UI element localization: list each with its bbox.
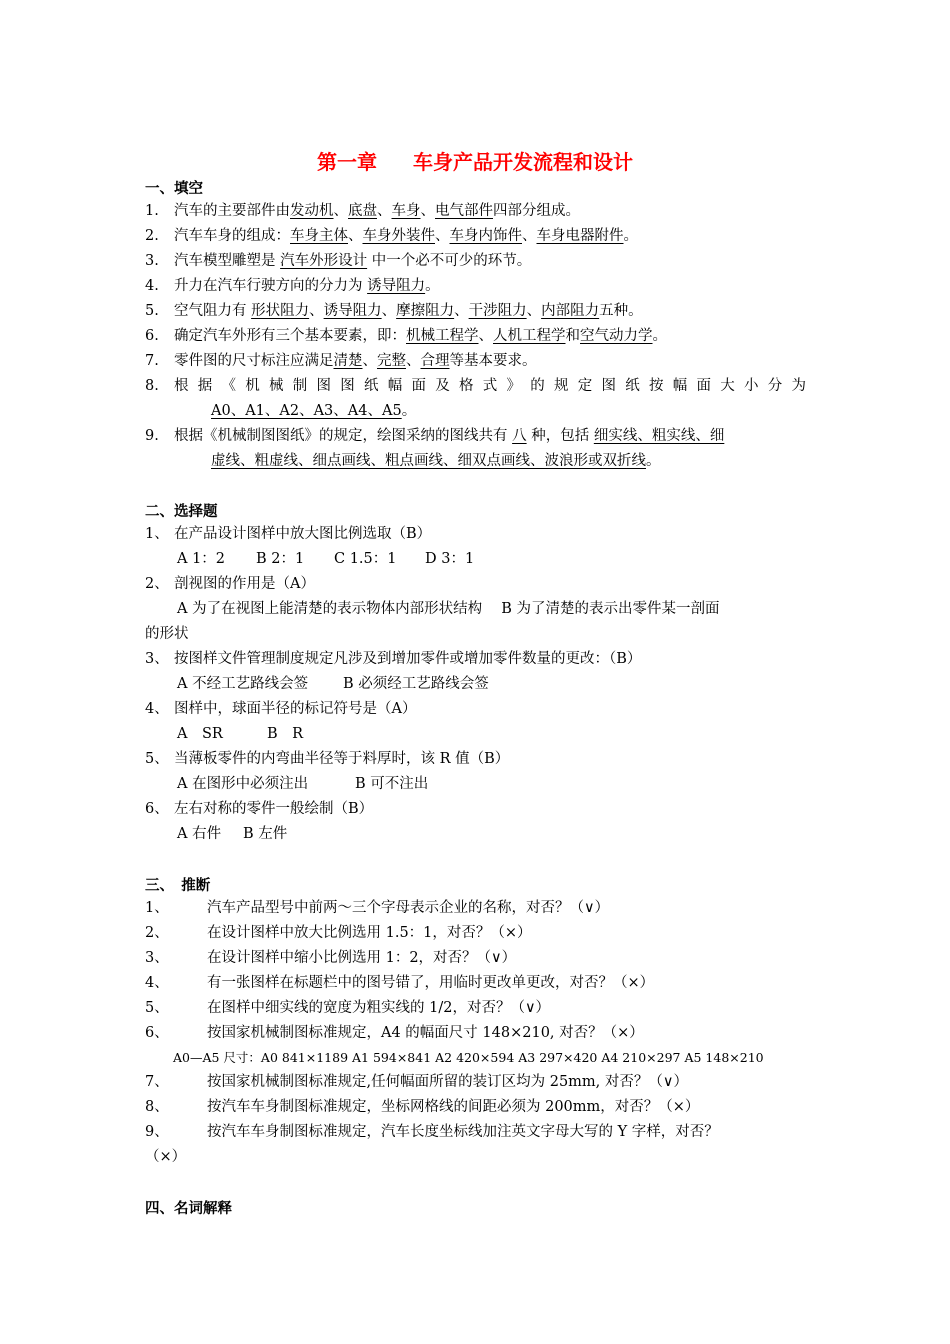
- choice-options-6: A 右件 B 左件: [177, 826, 288, 842]
- paper-size-note: A0—A5 尺寸：A0 841×1189 A1 594×841 A2 420×594 A3 297×420 A4 210×297 A5 148×210: [173, 1050, 764, 1065]
- justified-char: 根: [174, 378, 189, 394]
- justified-char: 面: [696, 378, 711, 394]
- answer: 发动机: [290, 203, 334, 219]
- answer: 车身外装件: [362, 228, 435, 244]
- chapter-name: 车身产品开发流程和设计: [413, 150, 633, 174]
- section-heading-choice: 二、选择题: [145, 504, 218, 520]
- answer: 车身电器附件: [536, 228, 624, 244]
- choice-options-2: A 为了在视图上能清楚的表示物体内部形状结构 B 为了清楚的表示出零件某一剖面: [177, 601, 720, 617]
- answer: 合理: [420, 353, 450, 369]
- chapter-number: 第一章: [317, 150, 377, 174]
- answer: 人机工程学: [493, 328, 566, 344]
- justified-char: 及: [435, 378, 450, 394]
- justified-char: 面: [411, 378, 426, 394]
- justified-char: 按: [649, 378, 664, 394]
- answer: 车身内饰件: [449, 228, 522, 244]
- justified-char: 制: [292, 378, 308, 394]
- answer: 车身: [391, 203, 421, 219]
- answer: 细实线、粗实线、细: [593, 428, 725, 444]
- justified-char: 的: [530, 378, 545, 394]
- answer: A0、A1、A2、A3、A4、A5: [211, 403, 402, 419]
- justified-char: 小: [744, 378, 759, 394]
- section-heading-terms: 四、名词解释: [145, 1201, 232, 1217]
- justified-char: 格: [459, 378, 474, 394]
- choice-options-1: A 1：2 B 2：1 C 1.5：1 D 3：1: [177, 551, 475, 567]
- justified-char: 图: [601, 378, 616, 394]
- answer: 虚线、粗虚线、细点画线、粗点画线、细双点画线、波浪形或双折线: [211, 453, 646, 469]
- answer: 电气部件: [435, 203, 493, 219]
- section-heading-judge: 三、 推断: [145, 878, 211, 894]
- answer: 机械工程学: [406, 328, 479, 344]
- answer: 空气动力学: [580, 328, 653, 344]
- fill-item-8-line1: [174, 376, 806, 396]
- justified-char: 为: [791, 378, 806, 394]
- justified-char: 》: [506, 378, 521, 394]
- justified-char: 据: [197, 378, 213, 394]
- justified-char: 大: [720, 378, 735, 394]
- justified-char: 幅: [387, 378, 403, 394]
- judge-item-9-wrap: （×）: [145, 1149, 187, 1165]
- choice-options-3: A 不经工艺路线会签 B 必须经工艺路线会签: [177, 676, 489, 692]
- document-page: 第一章 车身产品开发流程和设计 一、填空 1. 汽车的主要部件由发动机、底盘、车身、电气部件四部分组成。 2. 汽车车身的组成：车身主体、车身外装件、车身内饰件、车身电器附件。 3. 汽车模型雕塑是 汽车外形设计 中一个必不可少的环节。 4. 升力在汽车行驶方向的分力为 诱导阻力。 5. 空气阻力有 形状阻力、诱导阻力、摩擦阻力、干涉阻力、内部阻力五种。 6. 确定汽车外形有三个基本要素，即：机械工程学、人机工程学和空气动力学。 7. 零件图的尺寸标注应满足清楚、完整、合理等基本要求。 8. 根 据 《 机 械 制 图 图 纸 幅 面 及 格 式 》 的 规 定 图 纸 按 幅 面 大 小 分 为 A0、A1、A2、A3、A4、A5。 9. 根据《机械制图图纸》的规定，绘图采纳的图线共有 八 种，包括 细实线、粗实线、细 虚线、粗虚线、细点画线、粗点画线、细双点画线、波浪形或双折线。 二、选择题 1、 在产品设计图样中放大图比例选取（B） A 1：2 B 2：1 C 1.5：1 D 3：1 2、 剖视图的作用是（A） A 为了在视图上能清楚的表示物体内部形状结构 B 为了清楚的表示出零件某一剖面 的形状 3、 按图样文件管理制度规定凡涉及到增加零件或增加零件数量的更改：（B） A 不经工艺路线会签 B 必须经工艺路线会签 4、 图样中，球面半径的标记符号是（A） A SR B R 5、 当薄板零件的内弯曲半径等于料厚时，该 R 值（B） A 在图形中必须注出 B 可不注出 6、 左右对称的零件一般绘制（B） A 右件 B 左件 三、 推断 1、 汽车产品型号中前两～三个字母表示企业的名称，对否？（∨） 2、 在设计图样中放大比例选用 1.5：1，对否？（×） 3、 在设计图样中缩小比例选用 1：2，对否？（∨） 4、 有一张图样在标题栏中的图号错了，用临时更改单更改，对否？（×） 5、 在图样中细实线的宽度为粗实线的 1/2，对否？（∨） 6、 按国家机械制图标准规定，A4 的幅面尺寸 148×210, 对否？（×） A0—A5 尺寸：A0 841×1189 A1 594×841 A2 420×594 A3 297×420 A4 210×297 A5 148×210 7、 按国家机械制图标准规定,任何幅面所留的装订区均为 25mm, 对否？（∨） 8、 按汽车车身制图标准规定，坐标网格线的间距必须为 200mm，对否？（×） 9、 按汽车车身制图标准规定，汽车长度坐标线加注英文字母大写的 Y 字样，对否？ （×） 四、名词解释: [0, 0, 950, 1344]
- justified-char: 机: [245, 378, 260, 394]
- justified-char: 式: [482, 378, 498, 394]
- section-heading-fill: 一、填空: [145, 181, 203, 197]
- justified-char: 纸: [364, 378, 379, 394]
- justified-char: 幅: [672, 378, 688, 394]
- answer: 干涉阻力: [468, 303, 527, 319]
- chapter-title: [0, 146, 950, 175]
- choice-options-4: A SR B R: [177, 726, 304, 742]
- justified-char: 规: [554, 378, 569, 394]
- answer: 八: [512, 428, 527, 444]
- justified-char: 械: [269, 378, 284, 394]
- answer: 诱导阻力: [323, 303, 382, 319]
- justified-char: 《: [221, 378, 236, 394]
- justified-char: 纸: [625, 378, 640, 394]
- justified-char: 图: [316, 378, 331, 394]
- answer: 清楚: [333, 353, 363, 369]
- choice-options-5: A 在图形中必须注出 B 可不注出: [177, 776, 429, 792]
- answer: 内部阻力: [541, 303, 600, 319]
- fill-item-9-line2: 虚线、粗虚线、细点画线、粗点画线、细双点画线、波浪形或双折线。: [211, 453, 661, 469]
- answer: 形状阻力: [251, 303, 310, 319]
- answer: 摩擦阻力: [396, 303, 455, 319]
- answer: 车身主体: [290, 228, 348, 244]
- justified-char: 图: [340, 378, 355, 394]
- choice-options-2-wrap: 的形状: [145, 626, 189, 642]
- justified-char: 定: [577, 378, 593, 394]
- answer: 底盘: [348, 203, 377, 219]
- justified-char: 分: [767, 378, 783, 394]
- answer: 诱导阻力: [367, 278, 426, 294]
- answer: 完整: [377, 353, 406, 369]
- answer: 汽车外形设计: [280, 253, 368, 269]
- fill-item-8-line2: A0、A1、A2、A3、A4、A5。: [211, 403, 417, 419]
